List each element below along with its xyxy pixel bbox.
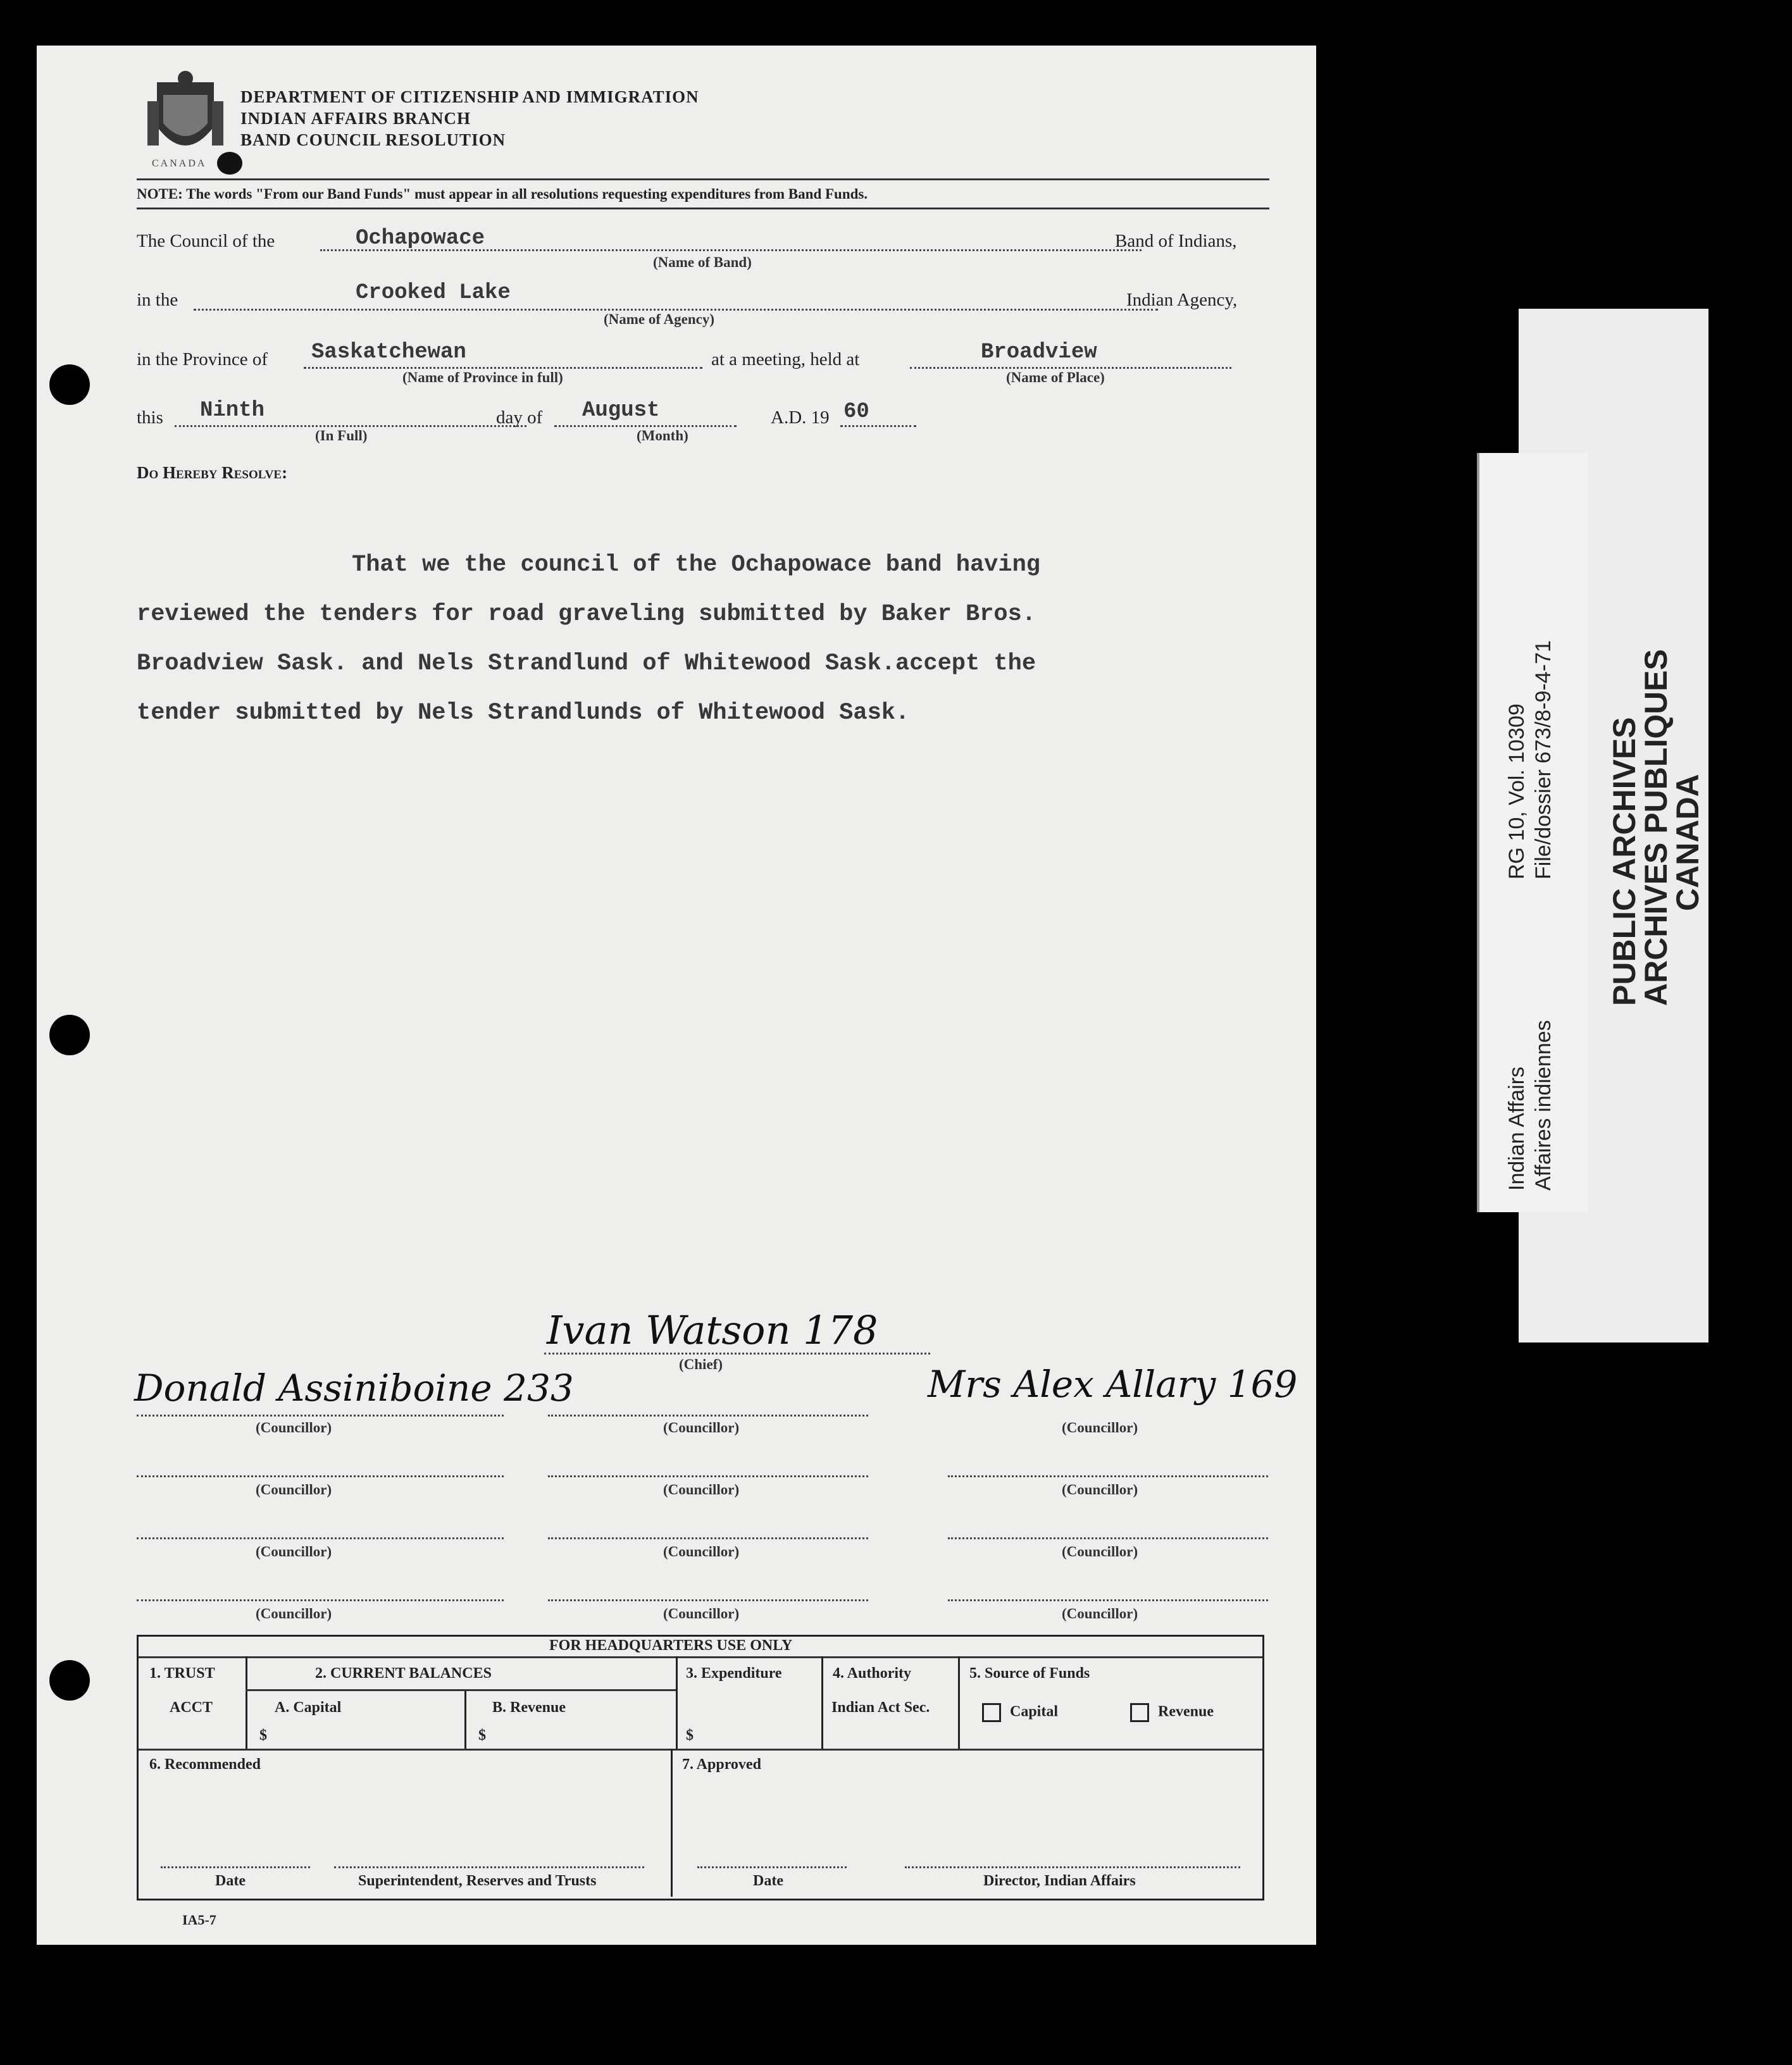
month-value: August: [582, 399, 660, 423]
approved-label: 7. Approved: [682, 1756, 761, 1773]
capital-checkbox[interactable]: [982, 1703, 1001, 1722]
binder-hole-top: [49, 364, 90, 405]
hq-divider: [958, 1656, 960, 1749]
councillor-line-2-1: [137, 1475, 504, 1477]
capital-dollar: $: [259, 1727, 267, 1744]
place-line: [910, 367, 1231, 369]
resolution-line-4: tender submitted by Nels Strandlunds of Whitewood Sask.: [137, 700, 910, 726]
note-rule: [137, 208, 1269, 209]
councillor-caption: (Councillor): [1062, 1482, 1138, 1498]
councillor-caption: (Councillor): [256, 1482, 332, 1498]
councillor-line-1-2: [548, 1415, 868, 1417]
recommended-date-line: [161, 1866, 310, 1868]
branch-heading: INDIAN AFFAIRS BRANCH: [240, 109, 471, 128]
councillor-signature-1: Donald Assiniboine 233: [134, 1367, 574, 1410]
month-caption: (Month): [637, 428, 688, 443]
day-value: Ninth: [200, 399, 265, 423]
councillor-caption: (Councillor): [1062, 1420, 1138, 1436]
name-of-agency-caption: (Name of Agency): [604, 311, 715, 327]
authority-label: 4. Authority: [833, 1665, 912, 1682]
councillor-line-3-1: [137, 1537, 504, 1539]
resolution-line-2: reviewed the tenders for road graveling submitted by Baker Bros.: [137, 601, 1036, 628]
binder-hole-bottom: [49, 1660, 90, 1701]
source-capital-label: Capital: [1010, 1703, 1059, 1720]
trust-label: 1. TRUST: [149, 1665, 215, 1682]
source-of-funds-label: 5. Source of Funds: [969, 1665, 1090, 1682]
councillor-caption: (Councillor): [663, 1482, 740, 1498]
band-funds-note: NOTE: The words "From our Band Funds" must appear in all resolutions requesting expenditures from Band Funds.: [137, 186, 868, 202]
hq-divider: [671, 1749, 673, 1897]
this-label: this: [137, 407, 163, 428]
archive-line-4: File/dossier 673/8-9-4-71: [1531, 640, 1555, 879]
hq-divider: [246, 1656, 247, 1749]
expenditure-label: 3. Expenditure: [686, 1665, 782, 1682]
councillor-line-3-3: [948, 1537, 1268, 1539]
meeting-held-label: at a meeting, held at: [711, 349, 860, 369]
capital-label: A. Capital: [275, 1699, 342, 1716]
hq-divider: [821, 1656, 823, 1749]
place-value: Broadview: [981, 340, 1097, 364]
approved-date-label: Date: [753, 1873, 783, 1889]
indian-agency-label: Indian Agency,: [1126, 290, 1238, 310]
year-value: 60: [843, 400, 869, 424]
crest-label: CANADA: [152, 158, 207, 169]
expenditure-dollar: $: [686, 1727, 694, 1744]
councillor-caption: (Councillor): [1062, 1606, 1138, 1622]
department-heading: DEPARTMENT OF CITIZENSHIP AND IMMIGRATION: [240, 87, 699, 106]
approved-date-line: [697, 1866, 847, 1868]
name-of-province-caption: (Name of Province in full): [402, 369, 563, 385]
recommended-date-label: Date: [215, 1873, 246, 1889]
councillor-line-2-2: [548, 1475, 868, 1477]
resolution-form-page: [37, 46, 1316, 1945]
name-of-place-caption: (Name of Place): [1006, 369, 1105, 385]
councillor-line-4-1: [137, 1599, 504, 1601]
councillor-caption: (Councillor): [1062, 1544, 1138, 1560]
day-of-label: day of: [496, 407, 543, 428]
chief-signature: Ivan Watson 178: [547, 1307, 878, 1353]
agency-name-value: Crooked Lake: [356, 281, 511, 305]
councillor-line-3-2: [548, 1537, 868, 1539]
resolution-line-3: Broadview Sask. and Nels Strandlund of Whitewood Sask.accept the: [137, 650, 1036, 677]
archive-line-6: ARCHIVES PUBLIQUES: [1638, 649, 1674, 1006]
province-label: in the Province of: [137, 349, 268, 369]
archive-line-3: RG 10, Vol. 10309: [1505, 704, 1529, 879]
year-line: [840, 425, 916, 427]
band-of-indians-label: Band of Indians,: [1115, 231, 1237, 251]
ad-label: A.D. 19: [771, 407, 830, 428]
in-full-caption: (In Full): [315, 428, 368, 443]
source-revenue-option[interactable]: [1130, 1703, 1214, 1722]
councillor-caption: (Councillor): [663, 1606, 740, 1622]
ink-blot: [217, 152, 242, 175]
archive-line-7: CANADA: [1670, 774, 1705, 911]
in-the-label: in the: [137, 290, 178, 310]
binder-hole-middle: [49, 1015, 90, 1055]
chief-caption: (Chief): [679, 1356, 723, 1372]
resolution-line-1: That we the council of the Ochapowace band having: [352, 552, 1040, 578]
revenue-checkbox[interactable]: [1130, 1703, 1149, 1722]
councillor-caption: (Councillor): [256, 1606, 332, 1622]
hq-divider: [464, 1690, 466, 1749]
councillor-caption: (Councillor): [256, 1544, 332, 1560]
month-line: [554, 425, 737, 427]
archive-line-1: Indian Affairs: [1505, 1067, 1529, 1191]
councillor-line-4-3: [948, 1599, 1268, 1601]
councillor-line-4-2: [548, 1599, 868, 1601]
councillor-caption: (Councillor): [663, 1544, 740, 1560]
do-hereby-resolve: Do Hereby Resolve:: [137, 463, 288, 482]
councillor-caption: (Councillor): [663, 1420, 740, 1436]
council-of-label: The Council of the: [137, 231, 275, 251]
councillor-caption: (Councillor): [256, 1420, 332, 1436]
province-value: Saskatchewan: [311, 340, 466, 364]
archive-line-2: Affaires indiennes: [1531, 1020, 1555, 1191]
form-code: IA5-7: [182, 1912, 216, 1928]
top-rule: [137, 178, 1269, 180]
director-label: Director, Indian Affairs: [983, 1873, 1136, 1889]
trust-acct-label: ACCT: [170, 1699, 213, 1716]
revenue-label: B. Revenue: [492, 1699, 566, 1716]
band-name-value: Ochapowace: [356, 226, 485, 251]
headquarters-title: FOR HEADQUARTERS USE ONLY: [549, 1637, 793, 1654]
superintendent-label: Superintendent, Reserves and Trusts: [358, 1873, 597, 1889]
form-title: BAND COUNCIL RESOLUTION: [240, 130, 506, 149]
approved-sign-line: [905, 1866, 1240, 1868]
hq-row-rule: [139, 1749, 1262, 1751]
province-line: [304, 367, 702, 369]
councillor-line-2-3: [948, 1475, 1268, 1477]
name-of-band-caption: (Name of Band): [653, 254, 752, 270]
day-line: [175, 425, 526, 427]
source-revenue-label: Revenue: [1158, 1703, 1214, 1720]
recommended-sign-line: [334, 1866, 644, 1868]
revenue-dollar: $: [478, 1727, 486, 1744]
hq-balances-rule: [246, 1689, 676, 1691]
hq-title-rule: [139, 1656, 1262, 1658]
councillor-line-1-1: [137, 1415, 504, 1417]
councillor-signature-3: Mrs Alex Allary 169: [928, 1363, 1298, 1406]
hq-divider: [676, 1656, 678, 1749]
agency-line: [194, 309, 1158, 311]
source-capital-option[interactable]: [982, 1703, 1058, 1722]
indian-act-label: Indian Act Sec.: [831, 1699, 930, 1716]
archive-line-5: PUBLIC ARCHIVES: [1607, 717, 1642, 1006]
recommended-label: 6. Recommended: [149, 1756, 261, 1773]
current-balances-label: 2. CURRENT BALANCES: [315, 1665, 492, 1682]
